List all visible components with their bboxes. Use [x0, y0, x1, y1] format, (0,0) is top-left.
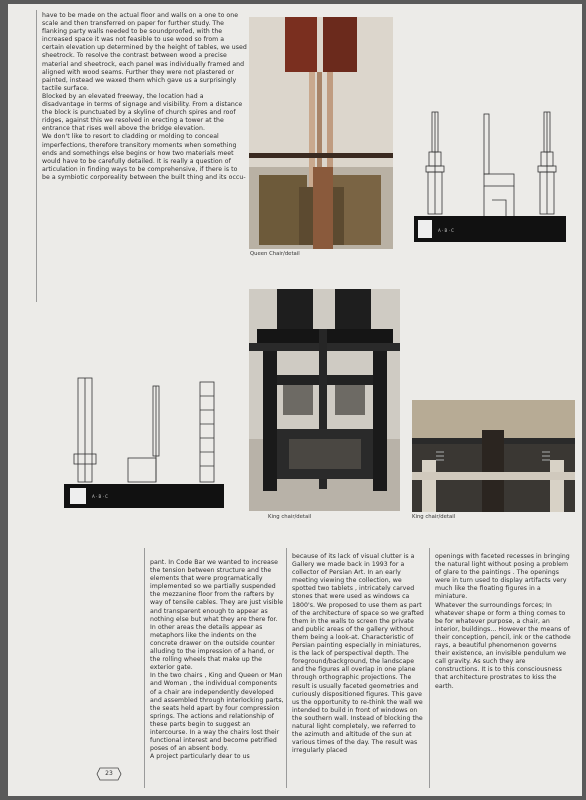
page-number-text: 23: [105, 770, 113, 777]
drawing-label: A · B · C: [92, 494, 108, 499]
paragraph: In the two chairs , King and Queen or Man and Woman , the individual components of a chair are independently developed and assembled through interlocking parts, the seats held apart by four compression springs. The actions and relationship of these parts begin to suggest an intercourse. In a way the chairs lost their functional interest and become petrified poses of an absent body.: [150, 672, 284, 753]
column-rule: [144, 548, 145, 788]
king-chair-photo-front: [249, 289, 400, 511]
caption-king-chair-2: King chair/detail: [412, 514, 456, 520]
paragraph: Whatever the surroundings forces; In whatever shape or form a thing comes to be for whatever purpose, a chair, an interior, buildings... However the means of their conception, pencil, ink or the cathode rays, a beautiful phenomenon governs their existence, an invisible pendulum we call gravity. As such they are constructions. It is to this consciousness that architecture prostrates to kiss the earth.: [435, 601, 571, 690]
queen-chair-photo: [249, 17, 393, 249]
text-column-bottom-1: [150, 559, 285, 761]
column-rule: [286, 548, 287, 788]
column-rule: [36, 10, 37, 302]
text-column-bottom-2: [292, 553, 426, 755]
paragraph: because of its lack of visual clutter is a Gallery we made back in 1993 for a collector of Persian Art. In an early meeting viewing the collection, we spotted two tablets , intricately carved stones that were used as windows ca 1800's. We proposed to use them as part of the architecture of space so we grafted them in the walls to screen the private and public areas of the gallery without them being a look-at. Characteristic of Persian painting especially in miniatures, is the lack of perspectival depth. The foreground/background, the landscape and the figures all overlap in one plane through orthographic projections. The result is usually faceted geometries and curiously dispositioned figures. This gave us the opportunity to re-think the wall we intended to build in front of windows on the southern wall. Instead of blocking the natural light completely, we referred to the azimuth and altitude of the sun at various times of the day. The result was irregularly placed: [292, 553, 424, 755]
caption-king-chair-1: King chair/detail: [268, 514, 312, 520]
text-column-bottom-3: [435, 553, 571, 691]
drawing-label: A · B · C: [438, 228, 454, 233]
paragraph: We don't like to resort to cladding or molding to conceal imperfections, therefore transitory moments when something ends and somethings else begins or how two materials meet would have to be carefully detailed. It is really a question of articulation in finding ways to be comprehensive, if there is to be a symbiotic corporeality between the built thing and its occu-: [42, 133, 246, 181]
paragraph: openings with faceted recesses in bringing the natural light without posing a problem of glare to the paintings . The openings were in turn used to display artifacts very much like the floating figures in a miniature.: [435, 553, 570, 601]
page-number: [96, 767, 122, 781]
magazine-page: [8, 4, 582, 796]
paragraph: pant. In Code Bar we wanted to increase the tension between structure and the elements that were programatically implemented so we partially suspended the mezzanine floor from the rafters by way of tensile cables. They are just visible and transparent enough to appear as nothing else but what they are there for. In other areas the details appear as metaphors like the indents on the concrete drawer on the outside counter alluding to the impression of a hand, or the rolling wheels that make up the exterior gate.: [150, 559, 284, 672]
queen-chair-drawings: [404, 104, 566, 246]
column-rule: [429, 548, 430, 788]
caption-queen-chair: Queen Chair/detail: [250, 251, 300, 257]
paragraph: have to be made on the actual floor and walls on a one to one scale and then transferred on paper for further study. The flanking party walls needed to be soundproofed, with the increased space it was not feasible to use wood so from a certain elevation up determined by the height of tables, we used sheetrock. To resolve the contrast between wood a precise material and sheetrock, each panel was individually framed and aligned with wood seams. Further they were not plastered or painted, instead we waxed them which gave us a surprisingly tactile surface.: [42, 12, 247, 92]
king-chair-drawings: [64, 376, 224, 508]
text-column-top-left: [42, 12, 247, 182]
paragraph: A project particularly dear to us: [150, 753, 250, 761]
king-chair-photo-detail: [412, 400, 575, 512]
paragraph: Blocked by an elevated freeway, the location had a disadvantage in terms of signage and visibility. From a distance the block is punctuated by a skyline of church spires and roof ridges, against this we resolved in erecting a tower at the entrance that rises well above the bridge elevation.: [42, 92, 243, 133]
